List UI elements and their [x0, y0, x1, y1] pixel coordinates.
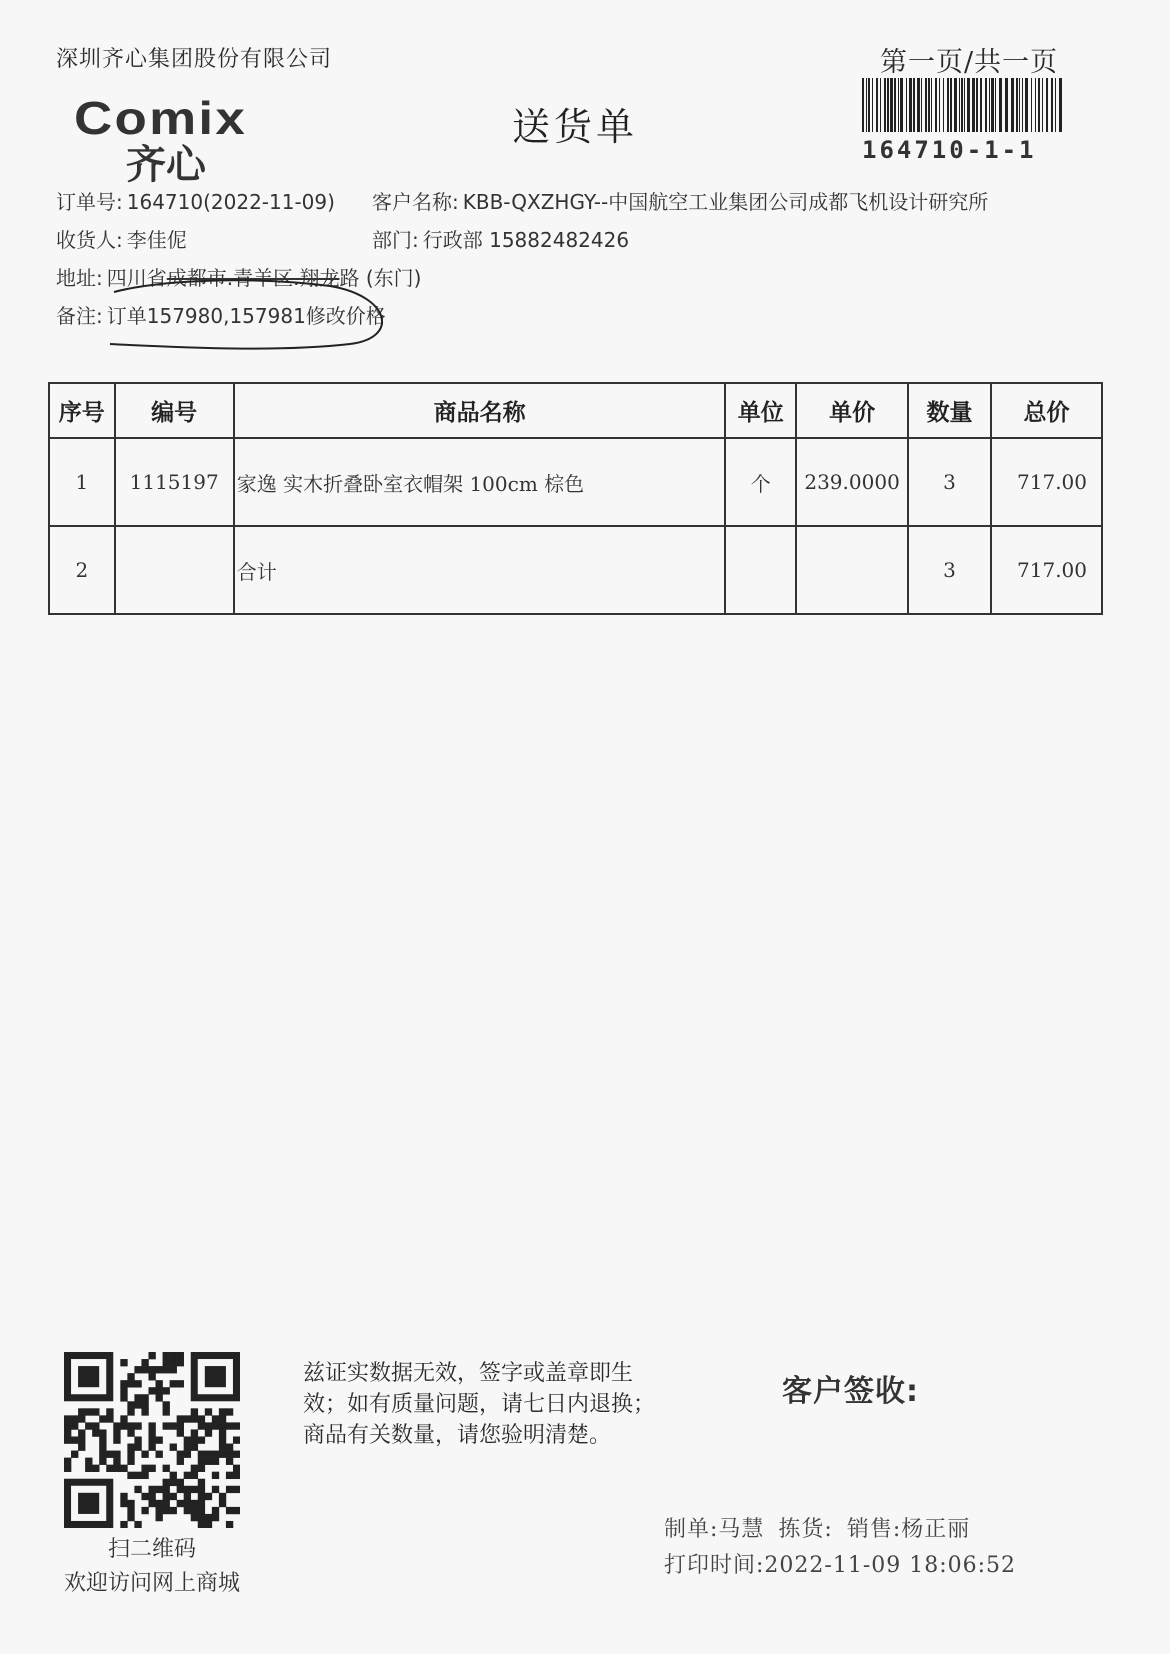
print-time: 打印时间:2022-11-09 18:06:52 — [664, 1553, 1017, 1578]
cell-code — [115, 526, 234, 614]
cell-price — [796, 526, 908, 614]
cell-unit — [725, 526, 796, 614]
col-seq: 序号 — [49, 383, 115, 438]
address-line: 地址: 四川省成都市.青羊区.翔龙路 (东门) — [56, 266, 422, 290]
cell-name: 家逸 实木折叠卧室衣帽架 100cm 棕色 — [234, 438, 726, 526]
cell-total: 717.00 — [991, 526, 1102, 614]
remark: 订单157980,157981修改价格 — [106, 304, 386, 328]
qr-caption-1: 扫二维码 — [107, 1537, 196, 1562]
staff-line — [664, 1512, 984, 1543]
cell-seq: 1 — [49, 438, 115, 526]
remark-line: 备注: 订单157980,157981修改价格 — [56, 304, 386, 328]
picker: 拣货: — [778, 1517, 833, 1542]
table-row — [49, 526, 1102, 614]
svg-text:齐心: 齐心 — [126, 142, 206, 186]
customer-name-line: 客户名称: KBB-QXZHGY--中国航空工业集团公司成都飞机设计研究所 — [372, 190, 989, 214]
col-unit: 单位 — [725, 383, 796, 438]
cell-unit: 个 — [725, 438, 796, 526]
barcode-number: 164710-1-1 — [862, 136, 1037, 164]
col-price: 单价 — [796, 383, 908, 438]
order-number-line: 订单号: 164710(2022-11-09) — [56, 190, 335, 214]
department: 行政部 15882482426 — [422, 228, 630, 252]
page-info: 第一页/共一页 — [880, 47, 1059, 78]
cell-total: 717.00 — [991, 438, 1102, 526]
qr-caption-2: 欢迎访问网上商城 — [63, 1571, 240, 1596]
col-qty: 数量 — [908, 383, 991, 438]
items-table — [48, 382, 1103, 615]
col-total: 总价 — [991, 383, 1102, 438]
customer-name: KBB-QXZHGY--中国航空工业集团公司成都飞机设计研究所 — [462, 190, 989, 214]
customer-sign-label: 客户签收: — [782, 1374, 919, 1409]
department-line: 部门: 行政部 15882482426 — [372, 228, 630, 252]
sales: 销售:杨正丽 — [846, 1517, 971, 1542]
col-name: 商品名称 — [234, 383, 726, 438]
receiver-name: 李佳伲 — [126, 228, 187, 252]
struck-address: 成都市.青羊区.翔龙 — [166, 266, 340, 290]
col-code: 编号 — [115, 383, 234, 438]
table-row — [49, 438, 1102, 526]
svg-text:Comix: Comix — [74, 96, 248, 145]
cell-seq: 2 — [49, 526, 115, 614]
order-number: 164710(2022-11-09) — [126, 190, 335, 214]
document-title: 送货单 — [512, 105, 639, 149]
table-header-row — [49, 383, 1102, 438]
cell-price: 239.0000 — [796, 438, 908, 526]
barcode — [862, 78, 1062, 132]
cell-qty: 3 — [908, 438, 991, 526]
maker: 制单:马慧 — [664, 1517, 765, 1542]
handwritten-loop-mark — [100, 278, 400, 358]
comix-logo — [74, 96, 304, 186]
cell-code: 1115197 — [115, 438, 234, 526]
receiver-line: 收货人: 李佳伲 — [56, 228, 187, 252]
notice-text: 兹证实数据无效，签字或盖章即生 效；如有质量问题，请七日内退换； 商品有关数量，请您验明清楚。 — [303, 1361, 656, 1448]
qr-code[interactable] — [64, 1352, 240, 1528]
cell-qty: 3 — [908, 526, 991, 614]
cell-name: 合计 — [234, 526, 726, 614]
company-name: 深圳齐心集团股份有限公司 — [56, 47, 333, 72]
